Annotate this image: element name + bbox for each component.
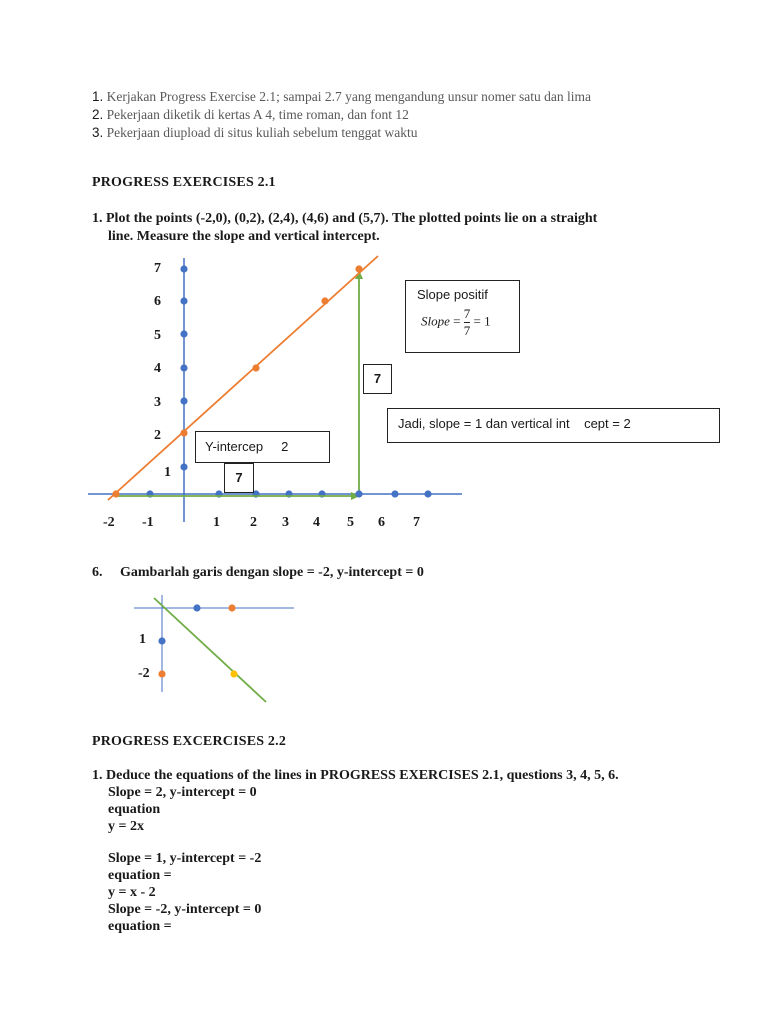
x-tick-label: 5: [347, 515, 354, 530]
answer-line: y = 2x: [108, 819, 144, 834]
x-tick-label: -2: [103, 515, 115, 530]
answer-line: Slope = 2, y-intercept = 0: [108, 785, 257, 800]
y-tick-label: 4: [154, 361, 161, 376]
slope-fraction: $\frac{7}{7}$: [463, 306, 471, 338]
y-intercept-text: Y-intercep 2: [205, 439, 289, 454]
section-heading-2-2: PROGRESS EXCERCISES 2.2: [92, 734, 287, 749]
question-1-line-1: 1. Plot the points (-2,0), (0,2), (2,4), (4,6) and (5,7). The plotted points lie on a straight: [92, 211, 598, 226]
graph2-point: [230, 670, 237, 677]
question-6: 6. Gambarlah garis dengan slope = -2, y-intercept = 0: [92, 565, 424, 580]
answer-line: equation =: [108, 919, 172, 934]
slope-box-title: Slope positif: [417, 287, 488, 302]
section-heading-2-1: PROGRESS EXERCISES 2.1: [92, 175, 276, 190]
question-1-line-2: line. Measure the slope and vertical intercept.: [108, 229, 380, 244]
x-tick-label: 3: [282, 515, 289, 530]
answer-line: y = x - 2: [108, 885, 156, 900]
graph2-point: [158, 670, 165, 677]
conclusion-text: Jadi, slope = 1 dan vertical int cept = 2: [398, 416, 631, 431]
x-tick-label: 1: [213, 515, 220, 530]
graph2-label-1: 1: [139, 632, 146, 647]
slope-formula: Slope = $\frac{7}{7}$ = 1: [421, 306, 491, 338]
instruction-1: 1. Kerjakan Progress Exercise 2.1; sampai 2.7 yang mengandung unsur nomer satu dan lima: [92, 89, 592, 104]
answer-line: Slope = 1, y-intercept = -2: [108, 851, 262, 866]
answer-line: equation: [108, 802, 161, 817]
graph2-line: [154, 598, 266, 702]
y-tick-label: 1: [164, 465, 171, 480]
instruction-3: 3. Pekerjaan diupload di situs kuliah sebelum tenggat waktu: [92, 125, 418, 140]
rise-label-box: 7: [363, 364, 392, 394]
x-tick-label: 6: [378, 515, 385, 530]
graph2-label-minus-2: -2: [138, 666, 150, 681]
graph2-point: [193, 604, 200, 611]
x-tick-label: 7: [413, 515, 420, 530]
y-tick-label: 3: [154, 395, 161, 410]
graph2-point: [158, 637, 165, 644]
answer-line: equation =: [108, 868, 172, 883]
y-tick-label: 2: [154, 428, 161, 443]
y-tick-label: 5: [154, 328, 161, 343]
run-label-box: 7: [224, 463, 254, 493]
instruction-2: 2. Pekerjaan diketik di kertas A 4, time roman, dan font 12: [92, 107, 409, 122]
question-2-2-1: 1. Deduce the equations of the lines in PROGRESS EXERCISES 2.1, questions 3, 4, 5, 6.: [92, 768, 619, 783]
x-tick-label: 4: [313, 515, 320, 530]
graph2-point: [228, 604, 235, 611]
x-tick-label: 2: [250, 515, 257, 530]
answer-line: Slope = -2, y-intercept = 0: [108, 902, 262, 917]
y-tick-label: 6: [154, 294, 161, 309]
x-tick-label: -1: [142, 515, 154, 530]
y-tick-label: 7: [154, 261, 161, 276]
